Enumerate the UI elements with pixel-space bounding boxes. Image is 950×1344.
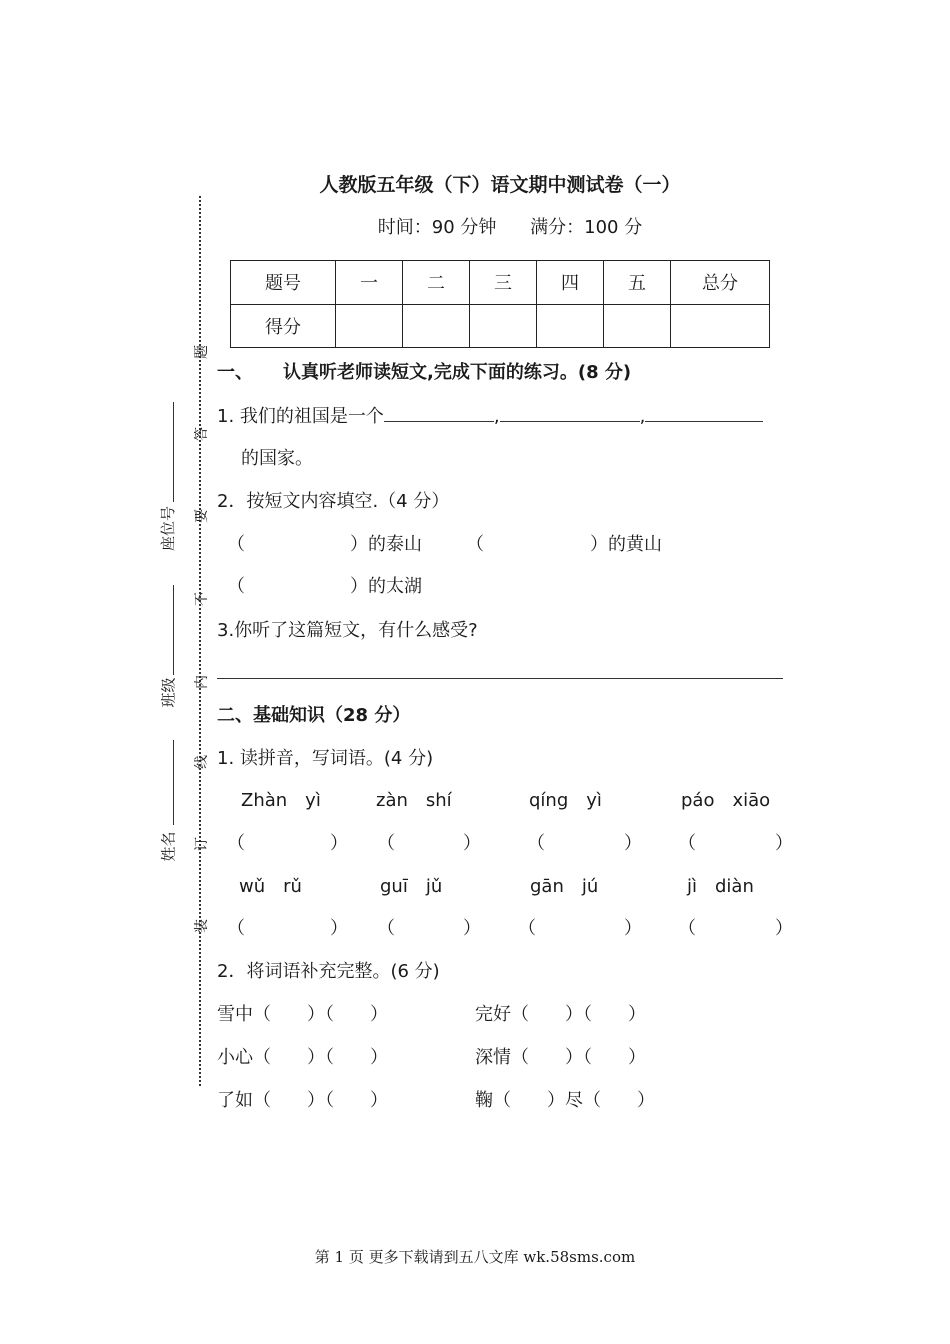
class-label: 班级: [159, 677, 178, 708]
idiom-item: 小心（ ）（ ）: [217, 1047, 388, 1068]
answer-blank[interactable]: [384, 403, 494, 422]
paren-close: ）: [463, 833, 481, 854]
exam-time: 时间：90 分钟: [377, 217, 497, 238]
paren-open: （: [377, 918, 395, 939]
section1-heading: [217, 358, 631, 384]
seat-line: [173, 402, 174, 502]
binding-char: 题: [194, 345, 210, 359]
binding-char: 答: [194, 427, 210, 441]
s1-question-3: 3.你听了这篇短文，有什么感受?: [217, 620, 478, 641]
paren-close: ）: [330, 833, 348, 854]
paren-open: （: [377, 833, 395, 854]
seat-label: 座位号: [159, 505, 178, 552]
fill-huangshan: ）的黄山: [590, 534, 662, 555]
paren-open: （: [527, 833, 545, 854]
score-table-score-row: [231, 304, 770, 348]
section1-title: 认真听老师读短文,完成下面的练习。(8 分): [283, 362, 632, 383]
idiom-item: 鞠（ ）尽（ ）: [475, 1090, 655, 1111]
paren-open: （: [678, 833, 696, 854]
score-cell: 五: [604, 261, 671, 305]
paren-open: （: [227, 576, 245, 597]
name-line: [173, 740, 174, 825]
paren-close: ）: [624, 918, 642, 939]
s1-q1-suffix: 的国家。: [241, 448, 313, 469]
paren-open: （: [227, 833, 245, 854]
class-line: [173, 585, 174, 675]
score-cell-empty[interactable]: [671, 304, 770, 348]
answer-blank[interactable]: [500, 403, 640, 422]
paren-close: ）: [775, 918, 793, 939]
score-cell: 题号: [231, 261, 336, 305]
pinyin: Zhàn yì: [241, 790, 321, 811]
pinyin: jì diàn: [687, 876, 754, 897]
answer-line[interactable]: [217, 678, 783, 679]
pinyin: páo xiāo: [681, 790, 771, 811]
pinyin: guī jǔ: [380, 876, 443, 897]
paren-open: （: [227, 534, 245, 555]
s1-question-2: 2．按短文内容填空.（4 分）: [217, 491, 450, 512]
score-cell-empty[interactable]: [537, 304, 604, 348]
idiom-item: 深情（ ）（ ）: [475, 1047, 646, 1068]
idiom-item: 了如（ ）（ ）: [217, 1090, 388, 1111]
section1-number: 一、: [217, 362, 253, 383]
paren-close: ）: [775, 833, 793, 854]
s1-q1-prefix: 1. 我们的祖国是一个: [217, 406, 384, 427]
score-cell: 二: [403, 261, 470, 305]
score-table-header-row: [231, 261, 770, 305]
score-cell-empty[interactable]: [336, 304, 403, 348]
score-table: [230, 260, 770, 348]
binding-char: 订: [194, 837, 210, 851]
paren-open: （: [518, 918, 536, 939]
section2-heading: 二、基础知识（28 分）: [217, 705, 411, 726]
idiom-item: 完好（ ）（ ）: [475, 1004, 646, 1025]
comma: ,: [493, 406, 500, 427]
answer-blank[interactable]: [645, 403, 763, 422]
binding-char: 不: [194, 592, 210, 606]
pinyin: gān jú: [530, 876, 599, 897]
paren-open: （: [678, 918, 696, 939]
score-cell-empty[interactable]: [403, 304, 470, 348]
pinyin: wǔ rǔ: [239, 876, 302, 897]
score-cell: 一: [336, 261, 403, 305]
name-label: 姓名: [159, 831, 178, 862]
paren-close: ）: [463, 918, 481, 939]
s2-question-1: 1. 读拼音，写词语。(4 分): [217, 748, 434, 769]
score-cell: 得分: [231, 304, 336, 348]
paren-open: （: [227, 918, 245, 939]
binding-char: 线: [194, 755, 210, 769]
s1-question-1: [217, 402, 763, 428]
binding-char: 内: [194, 675, 210, 689]
score-cell-empty[interactable]: [470, 304, 537, 348]
exam-info: [0, 213, 950, 239]
idiom-item: 雪中（ ）（ ）: [217, 1004, 388, 1025]
score-cell: 四: [537, 261, 604, 305]
binding-dotted-line: [199, 196, 201, 1086]
binding-char: 装: [194, 919, 210, 933]
score-cell: 总分: [671, 261, 770, 305]
page-footer: 第 1 页 更多下载请到五八文库 wk.58sms.com: [314, 1248, 636, 1266]
paren-open: （: [466, 534, 484, 555]
paren-close: ）: [624, 833, 642, 854]
score-cell-empty[interactable]: [604, 304, 671, 348]
s2-question-2: 2．将词语补充完整。(6 分): [217, 961, 440, 982]
exam-full-score: 满分：100 分: [530, 217, 643, 238]
score-cell: 三: [470, 261, 537, 305]
fill-taihu: ）的太湖: [350, 576, 422, 597]
pinyin: zàn shí: [376, 790, 452, 811]
pinyin: qíng yì: [529, 790, 602, 811]
fill-taishan: ）的泰山: [350, 534, 422, 555]
binding-char: 要: [194, 509, 210, 523]
comma: ,: [639, 406, 646, 427]
paren-close: ）: [330, 918, 348, 939]
page-title: 人教版五年级（下）语文期中测试卷（一）: [319, 174, 681, 196]
